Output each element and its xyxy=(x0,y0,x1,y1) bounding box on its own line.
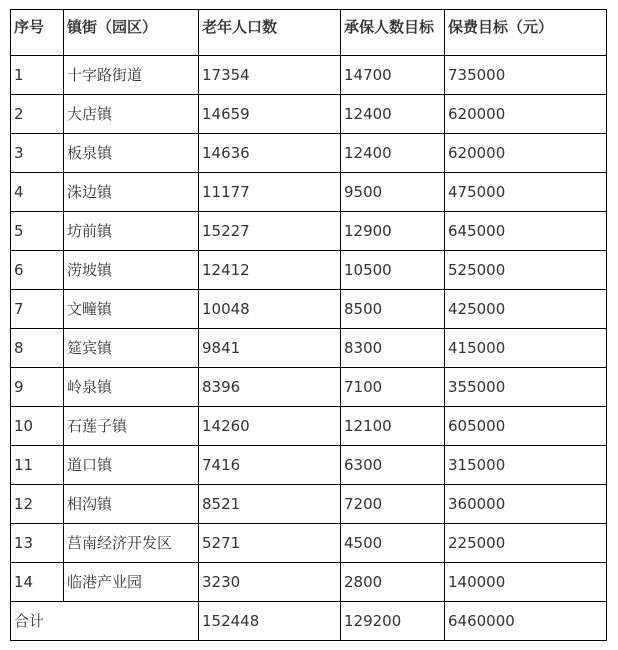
row-town: 坊前镇 xyxy=(64,212,199,251)
row-town: 十字路街道 xyxy=(64,56,199,95)
row-town: 相沟镇 xyxy=(64,485,199,524)
row-index: 9 xyxy=(11,368,64,407)
row-town: 文疃镇 xyxy=(64,290,199,329)
row-town: 石莲子镇 xyxy=(64,407,199,446)
row-premium-target: 620000 xyxy=(445,95,607,134)
row-index: 11 xyxy=(11,446,64,485)
total-elderly-population: 152448 xyxy=(199,602,341,641)
table-row xyxy=(11,290,607,329)
row-index: 5 xyxy=(11,212,64,251)
table-row xyxy=(11,563,607,602)
row-elderly-population: 15227 xyxy=(199,212,341,251)
row-insured-target: 2800 xyxy=(341,563,445,602)
row-town: 洙边镇 xyxy=(64,173,199,212)
table-row xyxy=(11,485,607,524)
header-premium-target: 保费目标（元） xyxy=(445,10,607,56)
row-insured-target: 4500 xyxy=(341,524,445,563)
row-insured-target: 12100 xyxy=(341,407,445,446)
header-index: 序号 xyxy=(11,10,64,56)
row-insured-target: 8300 xyxy=(341,329,445,368)
total-insured-target: 129200 xyxy=(341,602,445,641)
row-elderly-population: 12412 xyxy=(199,251,341,290)
row-elderly-population: 10048 xyxy=(199,290,341,329)
row-index: 3 xyxy=(11,134,64,173)
row-elderly-population: 7416 xyxy=(199,446,341,485)
table-row xyxy=(11,173,607,212)
row-insured-target: 7200 xyxy=(341,485,445,524)
row-elderly-population: 9841 xyxy=(199,329,341,368)
header-row xyxy=(11,10,607,56)
row-premium-target: 360000 xyxy=(445,485,607,524)
row-elderly-population: 8521 xyxy=(199,485,341,524)
row-premium-target: 225000 xyxy=(445,524,607,563)
row-insured-target: 12900 xyxy=(341,212,445,251)
row-insured-target: 7100 xyxy=(341,368,445,407)
row-index: 14 xyxy=(11,563,64,602)
row-index: 2 xyxy=(11,95,64,134)
row-premium-target: 525000 xyxy=(445,251,607,290)
total-premium-target: 6460000 xyxy=(445,602,607,641)
row-insured-target: 6300 xyxy=(341,446,445,485)
row-town: 道口镇 xyxy=(64,446,199,485)
row-premium-target: 645000 xyxy=(445,212,607,251)
table-row xyxy=(11,446,607,485)
table-row xyxy=(11,329,607,368)
table-row xyxy=(11,56,607,95)
header-town: 镇街（园区） xyxy=(64,10,199,56)
row-premium-target: 355000 xyxy=(445,368,607,407)
table-row xyxy=(11,212,607,251)
row-elderly-population: 17354 xyxy=(199,56,341,95)
row-town: 板泉镇 xyxy=(64,134,199,173)
row-insured-target: 12400 xyxy=(341,134,445,173)
row-premium-target: 315000 xyxy=(445,446,607,485)
row-index: 8 xyxy=(11,329,64,368)
row-index: 1 xyxy=(11,56,64,95)
row-index: 7 xyxy=(11,290,64,329)
row-town: 筵宾镇 xyxy=(64,329,199,368)
row-elderly-population: 14659 xyxy=(199,95,341,134)
row-town: 临港产业园 xyxy=(64,563,199,602)
header-elderly-population: 老年人口数 xyxy=(199,10,341,56)
row-index: 4 xyxy=(11,173,64,212)
row-town: 莒南经济开发区 xyxy=(64,524,199,563)
row-insured-target: 9500 xyxy=(341,173,445,212)
row-elderly-population: 14260 xyxy=(199,407,341,446)
insurance-target-table xyxy=(10,9,607,641)
header-insured-target: 承保人数目标 xyxy=(341,10,445,56)
table-row xyxy=(11,134,607,173)
row-premium-target: 140000 xyxy=(445,563,607,602)
row-town: 大店镇 xyxy=(64,95,199,134)
row-index: 10 xyxy=(11,407,64,446)
row-premium-target: 605000 xyxy=(445,407,607,446)
row-elderly-population: 11177 xyxy=(199,173,341,212)
row-premium-target: 415000 xyxy=(445,329,607,368)
row-index: 6 xyxy=(11,251,64,290)
row-elderly-population: 8396 xyxy=(199,368,341,407)
row-elderly-population: 14636 xyxy=(199,134,341,173)
row-premium-target: 620000 xyxy=(445,134,607,173)
row-elderly-population: 5271 xyxy=(199,524,341,563)
row-elderly-population: 3230 xyxy=(199,563,341,602)
total-row xyxy=(11,602,607,641)
row-insured-target: 8500 xyxy=(341,290,445,329)
total-label: 合计 xyxy=(11,602,199,641)
row-town: 岭泉镇 xyxy=(64,368,199,407)
row-insured-target: 12400 xyxy=(341,95,445,134)
table-row xyxy=(11,368,607,407)
row-town: 涝坡镇 xyxy=(64,251,199,290)
row-insured-target: 14700 xyxy=(341,56,445,95)
row-premium-target: 735000 xyxy=(445,56,607,95)
row-premium-target: 475000 xyxy=(445,173,607,212)
table-row xyxy=(11,407,607,446)
row-insured-target: 10500 xyxy=(341,251,445,290)
row-premium-target: 425000 xyxy=(445,290,607,329)
table-row xyxy=(11,95,607,134)
table-row xyxy=(11,524,607,563)
table-row xyxy=(11,251,607,290)
row-index: 13 xyxy=(11,524,64,563)
row-index: 12 xyxy=(11,485,64,524)
